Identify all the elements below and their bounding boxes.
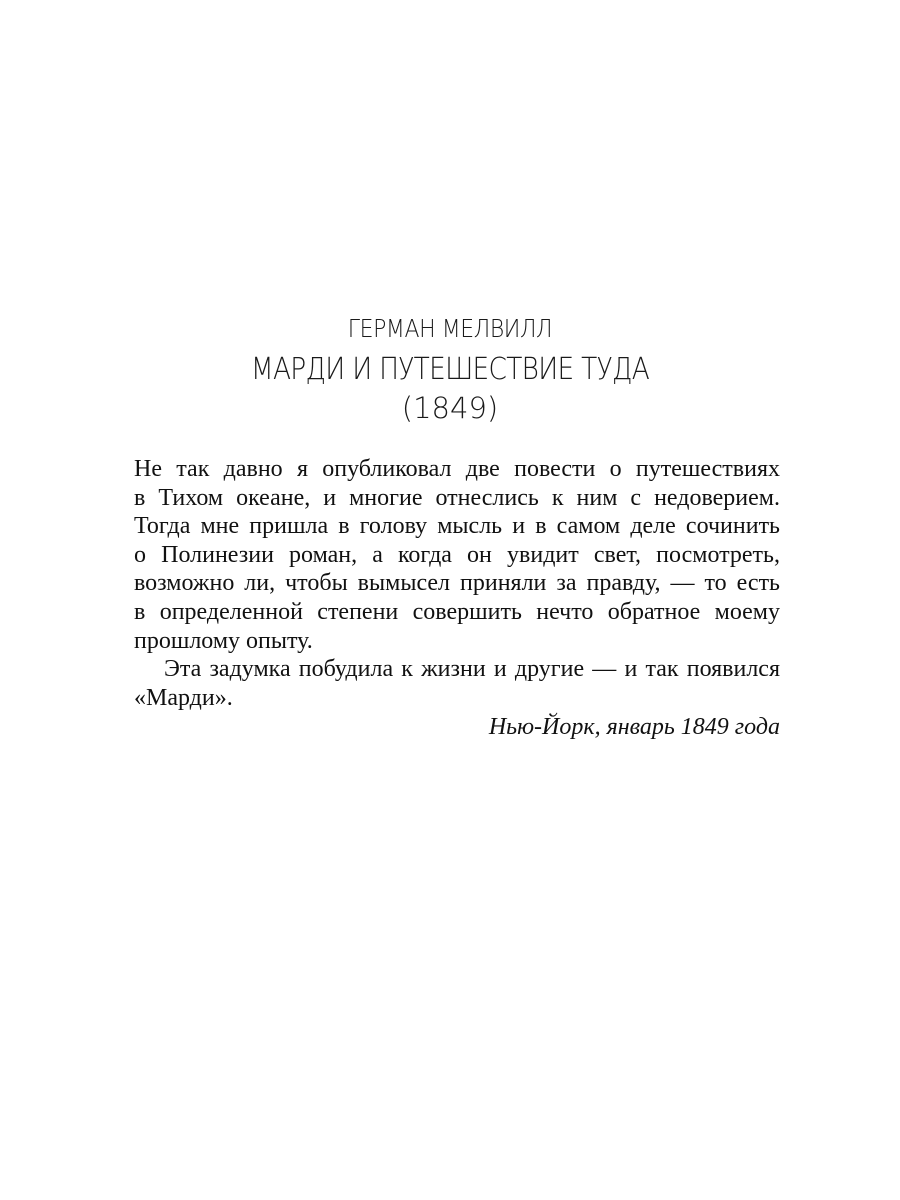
text-line: «Марди». (134, 684, 233, 711)
text-line: Эта задумка побудила к жизни и другие — и так появился (164, 656, 780, 683)
text-line: о Полинезии роман, а когда он увидит свет, посмотреть, (134, 541, 780, 568)
text-line: Тогда мне пришла в голову мысль и в самом деле сочинить (134, 513, 780, 540)
text-line: в определенной степени совершить нечто обратное моему (134, 598, 780, 625)
paragraph-1 (134, 455, 780, 655)
preface-text (134, 455, 780, 712)
text-line: возможно ли, чтобы вымысел приняли за правду, — то есть (134, 570, 780, 597)
publication-year: (1849) (401, 391, 499, 425)
text-line: прошлому опыту. (134, 627, 313, 654)
paragraph-2 (134, 655, 780, 712)
text-line: в Тихом океане, и многие отнеслись к ним с недоверием. (134, 484, 780, 511)
book-title: МАРДИ И ПУТЕШЕСТВИЕ ТУДА (250, 352, 650, 387)
place-date-signature: Нью-Йорк, январь 1849 года (488, 714, 780, 740)
text-line: Не так давно я опубликовал две повести о путешествиях (134, 456, 780, 482)
author-name: ГЕРМАН МЕЛВИЛЛ (347, 314, 553, 343)
